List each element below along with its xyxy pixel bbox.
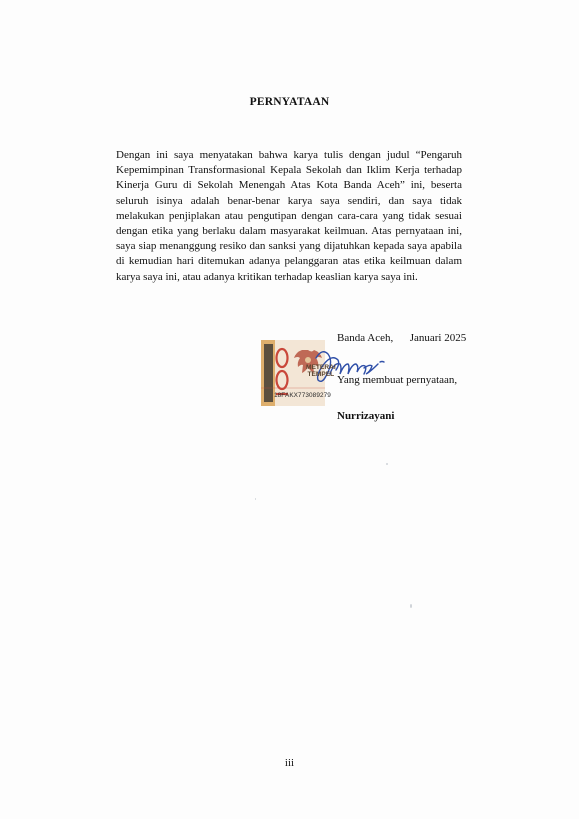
signer-role: Yang membuat pernyataan, [337, 374, 458, 386]
statement-paragraph: Dengan ini saya menyatakan bahwa karya tulis dengan judul “Pengaruh Kepemimpinan Transformasional Kepala Sekolah dan Iklim Kerja terhadap Kinerja Guru di Sekolah Menengah Atas Kota Banda Aceh” ini, beserta seluruh isinya adalah benar-benar karya saya sendiri, dan saya tidak melakukan penjiplakan atau pengutipan dengan cara-cara yang tidak sesuai dengan etika yang berlaku dalam masyarakat keilmuan. Atas pernyataan ini, saya siap menanggung resiko dan sanksi yang dijatuhkan kepada saya apabila di kemudian hari ditemukan adanya pelanggaran atas etika keilmuan dalam karya saya ini, atau adanya kritikan terhadap keaslian karya saya ini. [116, 149, 462, 283]
place-date: Banda Aceh, Januari 2025 [337, 332, 467, 344]
scan-speck [255, 498, 256, 500]
stamp-serial: 18FAKX773089279 [274, 392, 331, 399]
scan-speck [386, 463, 388, 465]
scan-speck [410, 604, 412, 608]
meterai-label: METERAI TEMPEL [306, 364, 336, 378]
signer-name: Nurrizayani [337, 410, 395, 422]
stamp-dark-band [264, 344, 273, 402]
document-title: PERNYATAAN [249, 96, 330, 108]
page-number: iii [284, 757, 295, 769]
meterai-stamp [258, 336, 398, 410]
